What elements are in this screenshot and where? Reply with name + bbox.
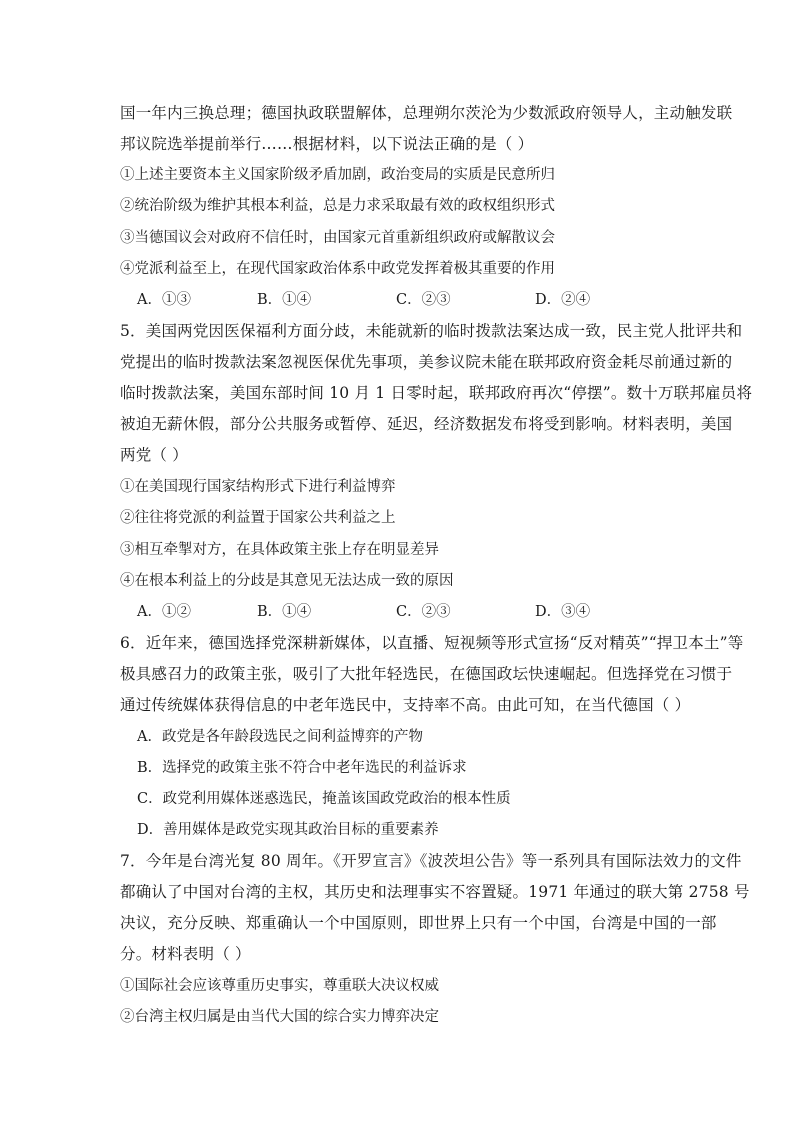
q5-statement-2: ②往往将党派的利益置于国家公共利益之上 <box>120 510 396 526</box>
q5-stem-line-5: 两党（ ） <box>120 446 188 464</box>
q6-option-b: B．选择党的政策主张不符合中老年选民的利益诉求 <box>137 760 467 776</box>
q5-stem-line-3: 临时拨款法案，美国东部时间 10 月 1 日零时起，联邦政府再次“停摆”。数十万联邦雇员将 <box>120 384 753 402</box>
q4-option-d: D．②④ <box>535 292 591 308</box>
q6-stem-line-2: 极具感召力的政策主张，吸引了大批年轻选民，在德国政坛快速崛起。但选择党在习惯于 <box>120 665 733 683</box>
q5-option-b: B．①④ <box>257 604 312 620</box>
q4-stem-line-1: 国一年内三换总理；德国执政联盟解体，总理朔尔茨沦为少数派政府领导人，主动触发联 <box>120 104 733 122</box>
q6-stem-line-3: 通过传统媒体获得信息的中老年选民中，支持率不高。由此可知，在当代德国（ ） <box>120 696 691 714</box>
q5-stem-line-4: 被迫无薪休假，部分公共服务或暂停、延迟，经济数据发布将受到影响。材料表明，美国 <box>120 415 733 433</box>
q7-stem-line-4: 分。材料表明（ ） <box>120 945 251 963</box>
q5-statement-4: ④在根本利益上的分歧是其意见无法达成一致的原因 <box>120 573 454 589</box>
q6-option-c: C．政党利用媒体迷惑选民，掩盖该国政党政治的根本性质 <box>137 791 511 807</box>
q4-statement-2: ②统治阶级为维护其根本利益，总是力求采取最有效的政权组织形式 <box>120 198 555 214</box>
q4-statement-1: ①上述主要资本主义国家阶级矛盾加剧，政治变局的实质是民意所归 <box>120 167 555 183</box>
q5-option-c: C．②③ <box>396 604 451 620</box>
q6-option-d: D．善用媒体是政党实现其政治目标的重要素养 <box>137 822 439 838</box>
q7-statement-1: ①国际社会应该尊重历史事实，尊重联大决议权威 <box>120 978 439 994</box>
q6-stem-line-1: 6．近年来，德国选择党深耕新媒体，以直播、短视频等形式宣扬“反对精英”“捍卫本土”等 <box>120 634 744 652</box>
q5-stem-line-2: 党提出的临时拨款法案忽视医保优先事项，美参议院未能在联邦政府资金耗尽前通过新的 <box>120 353 733 371</box>
q4-option-a: A．①③ <box>137 292 191 308</box>
q4-option-c: C．②③ <box>396 292 451 308</box>
q4-statement-3: ③当德国议会对政府不信任时，由国家元首重新组织政府或解散议会 <box>120 230 555 246</box>
q5-stem-line-1: 5．美国两党因医保福利方面分歧，未能就新的临时拨款法案达成一致，民主党人批评共和 <box>120 322 743 340</box>
q7-stem-line-3: 决议，充分反映、郑重确认一个中国原则，即世界上只有一个中国，台湾是中国的一部 <box>120 914 717 932</box>
q5-option-d: D．③④ <box>535 604 591 620</box>
q4-statement-4: ④党派利益至上，在现代国家政治体系中政党发挥着极其重要的作用 <box>120 261 555 277</box>
q4-option-b: B．①④ <box>257 292 312 308</box>
q5-statement-1: ①在美国现行国家结构形式下进行利益博弈 <box>120 479 396 495</box>
q7-stem-line-1: 7．今年是台湾光复 80 周年。《开罗宣言》《波茨坦公告》等一系列具有国际法效力的文件 <box>120 852 742 870</box>
q6-option-a: A．政党是各年龄段选民之间利益博弈的产物 <box>137 729 423 745</box>
q7-statement-2: ②台湾主权归属是由当代大国的综合实力博弈决定 <box>120 1009 439 1025</box>
q7-stem-line-2: 都确认了中国对台湾的主权，其历史和法理事实不容置疑。1971 年通过的联大第 2758 号 <box>120 883 750 901</box>
q4-stem-line-2: 邦议院选举提前举行……根据材料，以下说法正确的是（ ） <box>120 135 534 153</box>
q5-statement-3: ③相互牵掣对方，在具体政策主张上存在明显差异 <box>120 542 439 558</box>
q5-option-a: A．①② <box>137 604 191 620</box>
